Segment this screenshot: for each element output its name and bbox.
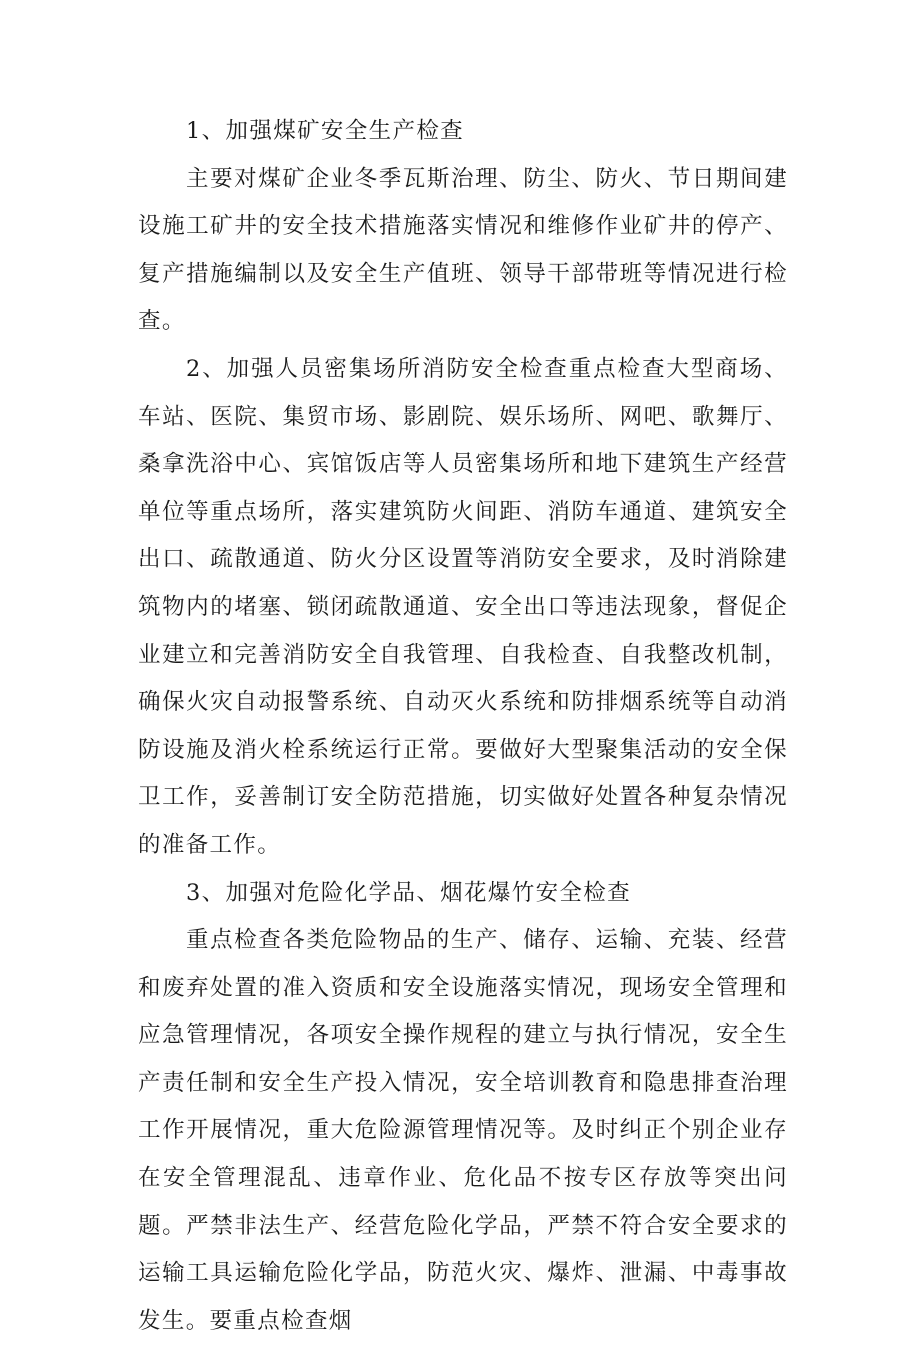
section-1-body: 主要对煤矿企业冬季瓦斯治理、防尘、防火、节日期间建设施工矿井的安全技术措施落实情况和维修作业矿井的停产、复产措施编制以及安全生产值班、领导干部带班等情况进行检查。 [138,165,788,335]
section-2-paragraph: 2、加强人员密集场所消防安全检查重点检查大型商场、车站、医院、集贸市场、影剧院、娱乐场所、网吧、歌舞厅、桑拿洗浴中心、宾馆饭店等人员密集场所和地下建筑生产经营单位等重点场所，落实建筑防火间距、消防车通道、建筑安全出口、疏散通道、防火分区设置等消防安全要求，及时消除建筑物内的堵塞、锁闭疏散通道、安全出口等违法现象，督促企业建立和完善消防安全自我管理、自我检查、自我整改机制，确保火灾自动报警系统、自动灭火系统和防排烟系统等自动消防设施及消火栓系统运行正常。要做好大型聚集活动的安全保卫工作，妥善制订安全防范措施，切实做好处置各种复杂情况的准备工作。 [138,355,788,858]
document-body [138,108,788,1345]
section-3-body: 重点检查各类危险物品的生产、储存、运输、充装、经营和废弃处置的准入资质和安全设施落实情况，现场安全管理和应急管理情况，各项安全操作规程的建立与执行情况，安全生产责任制和安全生产投入情况，安全培训教育和隐患排查治理工作开展情况，重大危险源管理情况等。及时纠正个别企业存在安全管理混乱、违章作业、危化品不按专区存放等突出问题。严禁非法生产、经营危险化学品，严禁不符合安全要求的运输工具运输危险化学品，防范火灾、爆炸、泄漏、中毒事故发生。要重点检查烟 [138,927,788,1334]
section-3-heading: 3、加强对危险化学品、烟花爆竹安全检查 [186,879,631,906]
section-1-heading: 1、加强煤矿安全生产检查 [186,118,465,144]
